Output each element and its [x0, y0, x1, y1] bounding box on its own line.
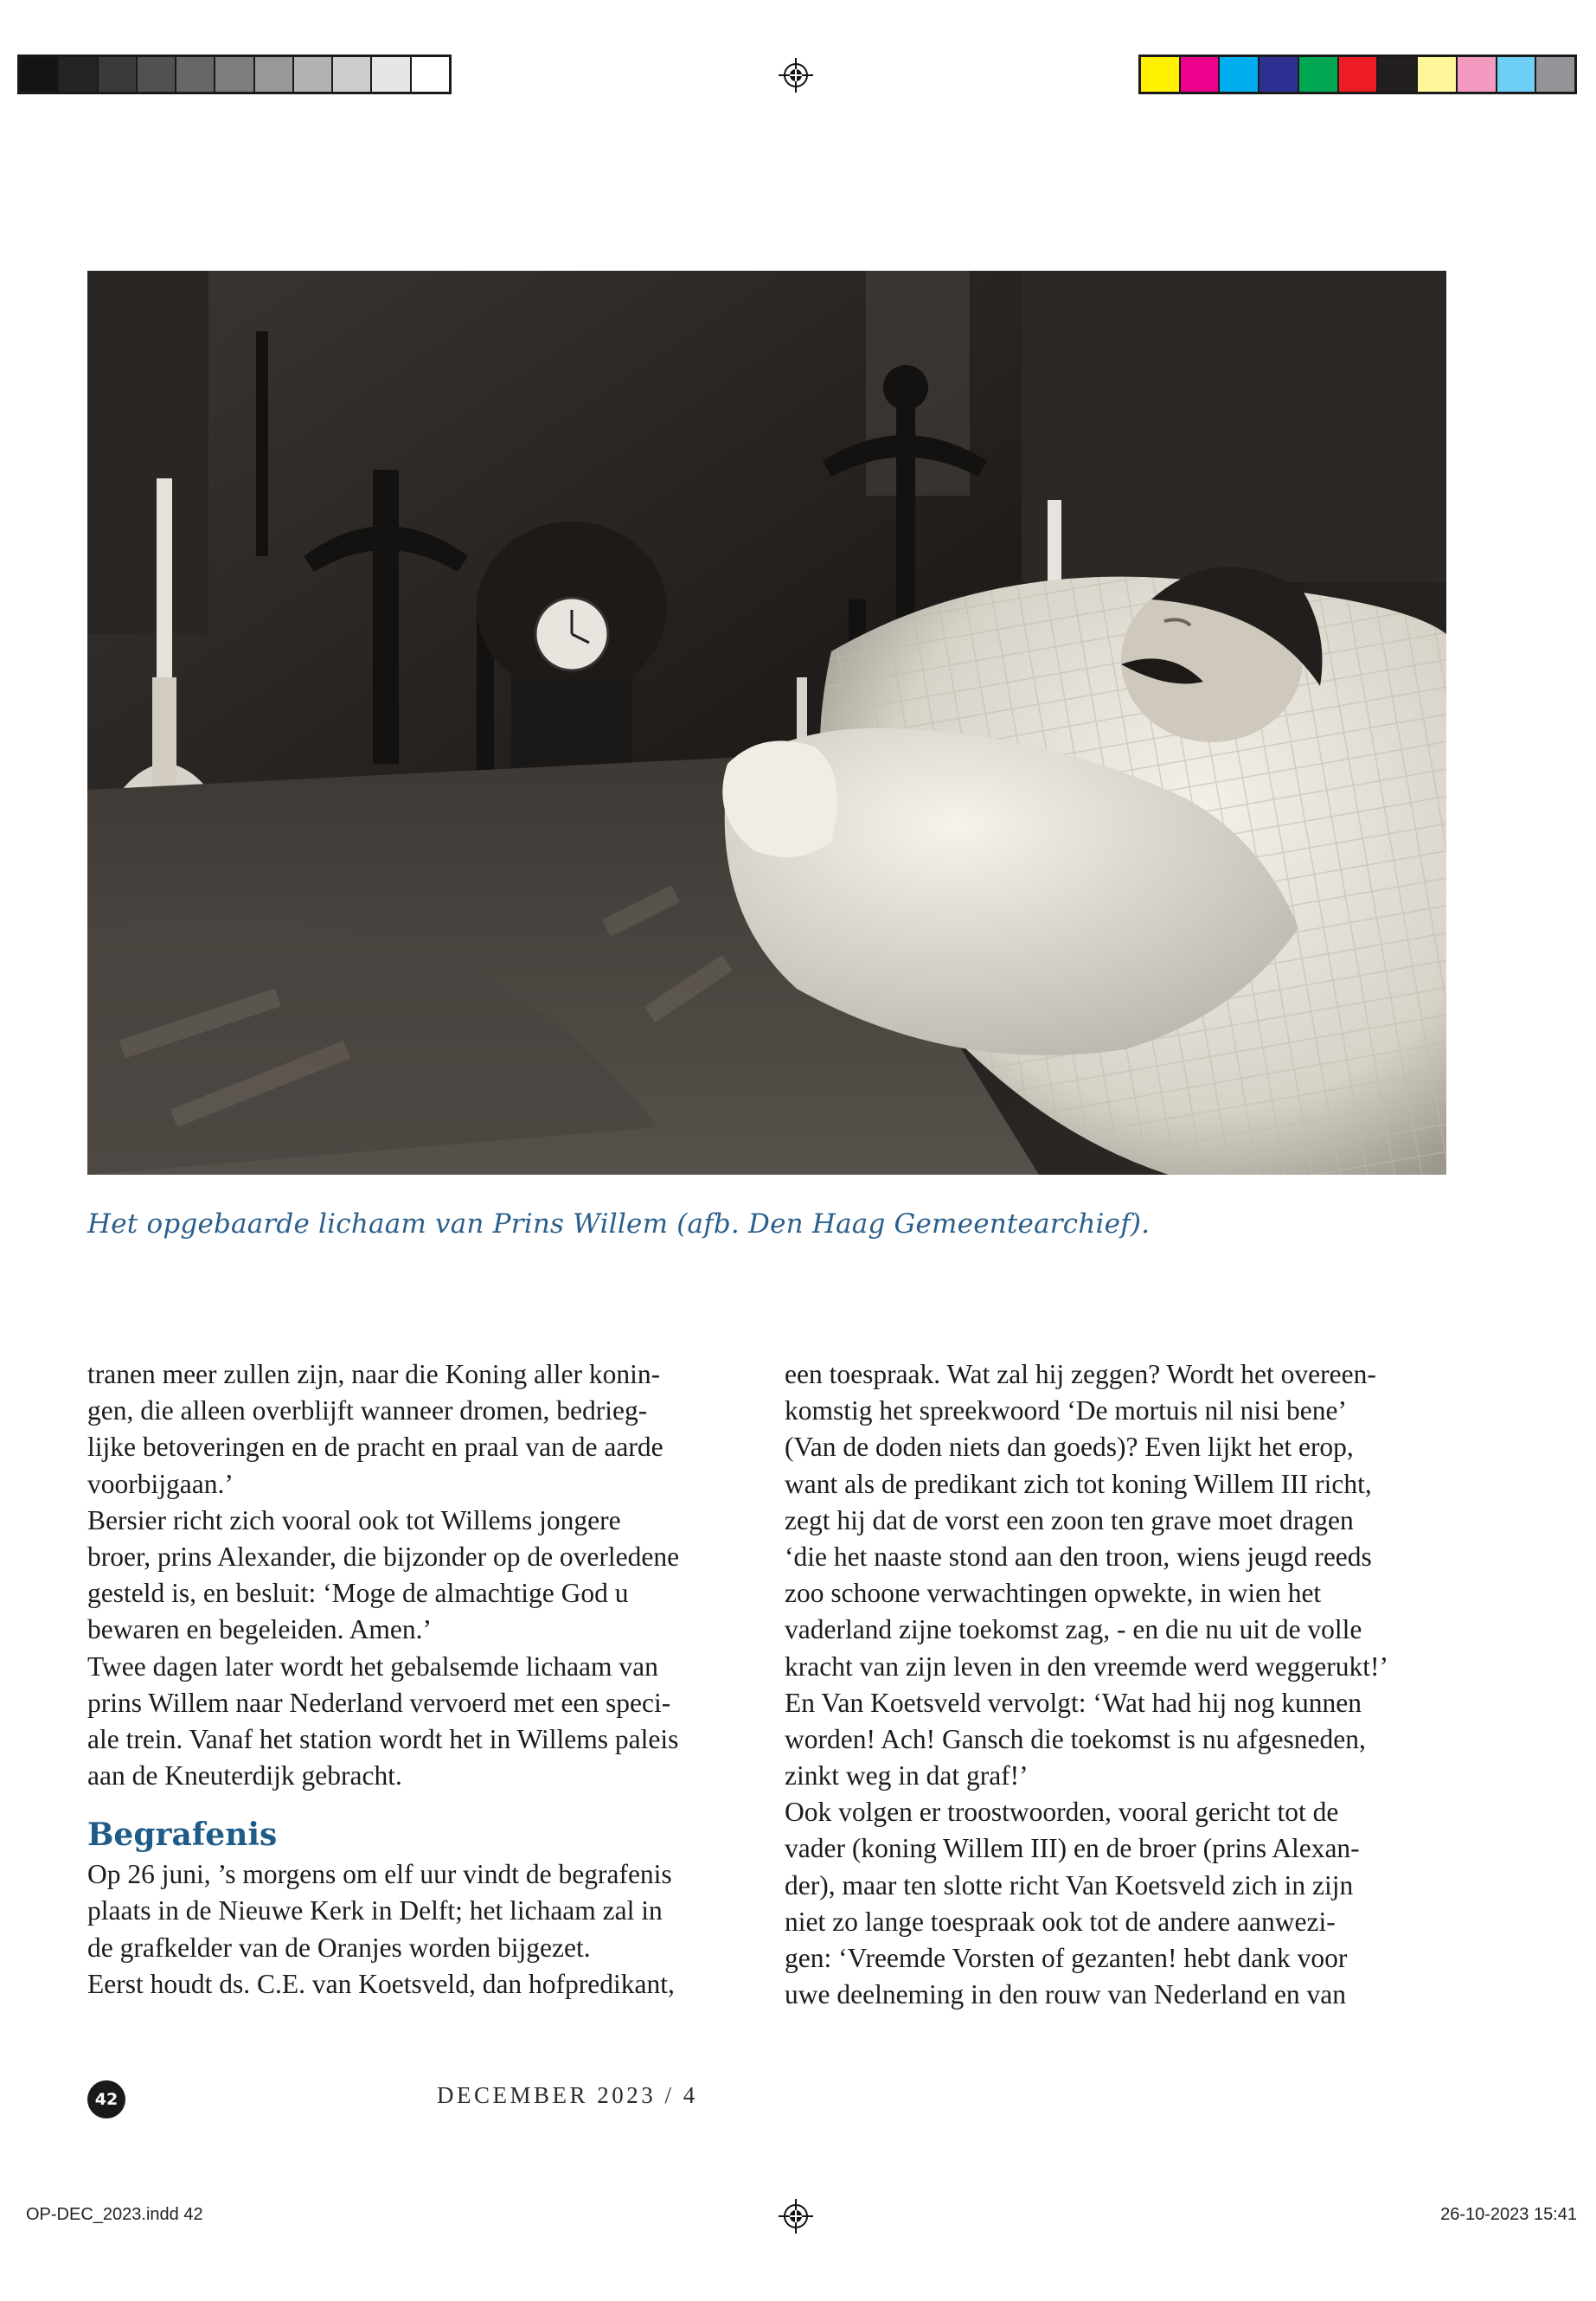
text-line: worden! Ach! Gansch die toekomst is nu afgesneden,	[785, 1723, 1366, 1754]
section-heading: Begrafenis	[87, 1817, 278, 1854]
text-line: zinkt weg in dat graf!’	[785, 1760, 1029, 1791]
gray-swatch	[410, 57, 449, 92]
text-line: plaats in de Nieuwe Kerk in Delft; het lichaam zal in	[87, 1895, 663, 1926]
photo-icon	[87, 271, 1446, 1175]
registration-mark-icon	[779, 2199, 813, 2234]
gray-swatch	[253, 57, 292, 92]
color-swatch	[1456, 57, 1496, 92]
text-line: broer, prins Alexander, die bijzonder op de overledene	[87, 1541, 680, 1572]
text-line: ale trein. Vanaf het station wordt het in Willems paleis	[87, 1723, 679, 1754]
photo-caption: Het opgebaarde lichaam van Prins Willem (afb. Den Haag Gemeentearchief).	[87, 1208, 1151, 1240]
grayscale-color-bar	[17, 54, 452, 94]
color-swatch	[1337, 57, 1377, 92]
color-swatch	[1416, 57, 1456, 92]
text-line: En Van Koetsveld vervolgt: ‘Wat had hij nog kunnen	[785, 1687, 1362, 1718]
text-line: Bersier richt zich vooral ook tot Willems jongere	[87, 1504, 621, 1535]
gray-swatch	[175, 57, 214, 92]
text-line: Eerst houdt ds. C.E. van Koetsveld, dan hofpredikant,	[87, 1968, 675, 1999]
text-line: ‘die het naaste stond aan den troon, wiens jeugd reeds	[785, 1541, 1372, 1572]
color-swatch	[1298, 57, 1337, 92]
text-column-left	[87, 1356, 745, 2003]
text-line: een toespraak. Wat zal hij zeggen? Wordt het overeen-	[785, 1359, 1376, 1389]
color-swatch	[1179, 57, 1219, 92]
text-line: kracht van zijn leven in den vreemde werd weggerukt!’	[785, 1650, 1388, 1682]
gray-swatch	[97, 57, 136, 92]
text-line: uwe deelneming in den rouw van Nederland en van	[785, 1979, 1347, 2010]
text-line: aan de Kneuterdijk gebracht.	[87, 1760, 402, 1791]
text-column-right	[785, 1356, 1442, 2013]
issue-label: DECEMBER 2023 / 4	[437, 2082, 698, 2108]
gray-swatch	[292, 57, 331, 92]
text-line: voorbijgaan.’	[87, 1468, 234, 1499]
process-color-bar	[1138, 54, 1577, 94]
photo-prins-willem-lying-in-state	[87, 271, 1446, 1175]
text-line: vader (koning Willem III) en de broer (prins Alexan-	[785, 1833, 1360, 1864]
color-swatch	[1535, 57, 1574, 92]
text-line: zegt hij dat de vorst een zoon ten grave moet dragen	[785, 1504, 1354, 1535]
text-line: vaderland zijne toekomst zag, - en die nu uit de volle	[785, 1614, 1362, 1645]
color-swatch	[1218, 57, 1258, 92]
text-line: tranen meer zullen zijn, naar die Koning aller konin-	[87, 1359, 661, 1389]
text-line: der), maar ten slotte richt Van Koetsveld zich in zijn	[785, 1869, 1354, 1900]
gray-swatch	[214, 57, 253, 92]
text-line: komstig het spreekwoord ‘De mortuis nil nisi bene’	[785, 1395, 1348, 1426]
text-line: lijke betoveringen en de pracht en praal van de aarde	[87, 1432, 663, 1463]
color-swatch	[1258, 57, 1298, 92]
text-line: (Van de doden niets dan goeds)? Even lijkt het erop,	[785, 1432, 1354, 1463]
gray-swatch	[331, 57, 370, 92]
text-line: Twee dagen later wordt het gebalsemde lichaam van	[87, 1650, 658, 1682]
text-line: want als de predikant zich tot koning Willem III richt,	[785, 1468, 1372, 1499]
text-line: Op 26 juni, ’s morgens om elf uur vindt de begrafenis	[87, 1859, 672, 1890]
slug-file-name: OP-DEC_2023.indd 42	[26, 2205, 203, 2224]
text-line: zoo schoone verwachtingen opwekte, in wien het	[785, 1578, 1322, 1609]
color-swatch	[1376, 57, 1416, 92]
text-line: Ook volgen er troostwoorden, vooral gericht tot de	[785, 1797, 1339, 1828]
text-line: prins Willem naar Nederland vervoerd met een speci-	[87, 1687, 671, 1718]
color-swatch	[1496, 57, 1535, 92]
gray-swatch	[136, 57, 175, 92]
text-line: bewaren en begeleiden. Amen.’	[87, 1614, 432, 1645]
text-line: niet zo lange toespraak ook tot de andere aanwezi-	[785, 1906, 1336, 1937]
gray-swatch	[57, 57, 96, 92]
text-line: gen: ‘Vreemde Vorsten of gezanten! hebt dank voor	[785, 1943, 1348, 1973]
color-swatch	[1141, 57, 1179, 92]
text-line: gesteld is, en besluit: ‘Moge de almachtige God u	[87, 1578, 629, 1609]
slug-date-time: 26-10-2023 15:41	[1440, 2205, 1577, 2224]
registration-mark-icon	[779, 58, 813, 93]
text-line: gen, die alleen overblijft wanneer dromen, bedrieg-	[87, 1395, 648, 1426]
text-line: de grafkelder van de Oranjes worden bijgezet.	[87, 1932, 591, 1963]
gray-swatch	[370, 57, 409, 92]
page-number-badge: 42	[87, 2080, 125, 2118]
gray-swatch	[20, 57, 57, 92]
